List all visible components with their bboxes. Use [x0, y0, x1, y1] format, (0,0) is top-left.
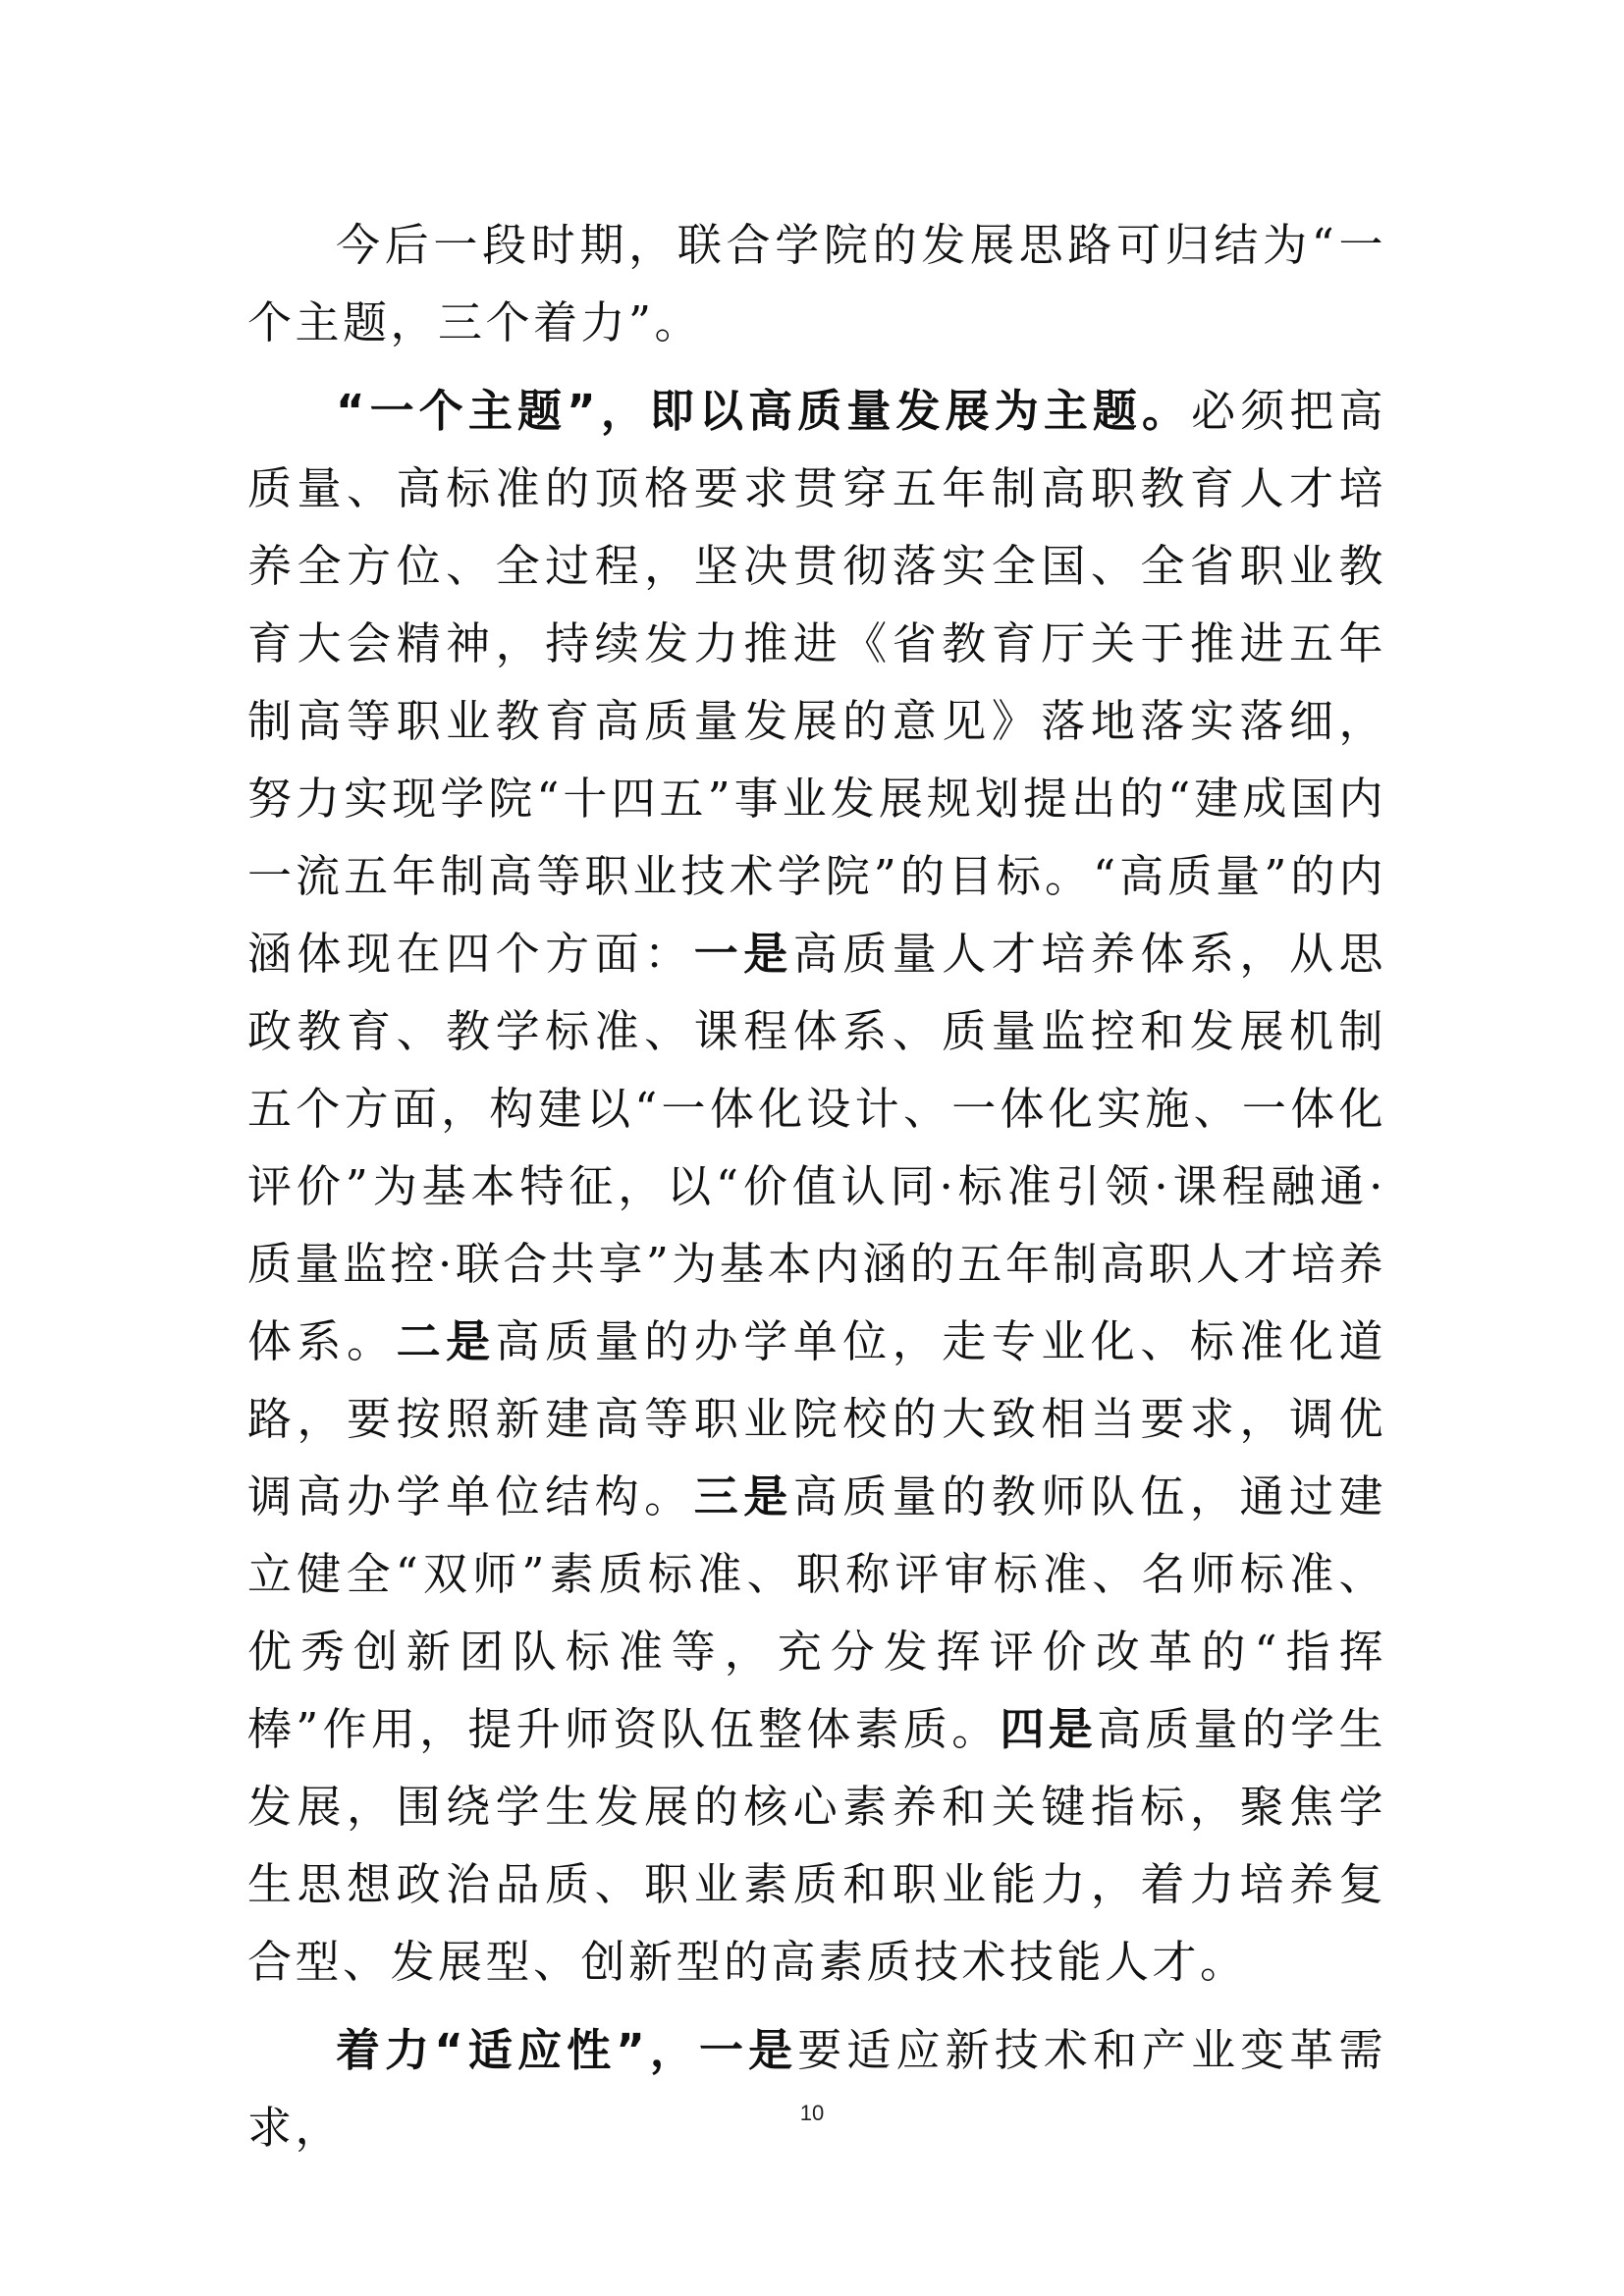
adaptability-text: 要适应新技术和产业变革需求， [247, 2024, 1386, 2154]
document-page [247, 206, 1386, 2166]
page-number: 10 [799, 2101, 825, 2125]
paragraph-one-theme [247, 372, 1386, 2001]
paragraph-adaptability [247, 2011, 1386, 2166]
first-point-text: 高质量人才培养体系，从思政教育、教学标准、课程体系、质量监控和发展机制五个方面，构建以“一体化设计、一体化实施、一体化评价”为基本特征，以“价值认同·标准引领·课程融通·质量监控·联合共享”为基本内涵的五年制高职人才培养体系。 [247, 928, 1386, 1367]
marker-third: 三是 [693, 1470, 793, 1522]
heading-one-theme: “一个主题”，即以高质量发展为主题。 [336, 385, 1192, 437]
one-theme-body: 必须把高质量、高标准的顶格要求贯穿五年制高职教育人才培养全方位、全过程，坚决贯彻落实全国、全省职业教育大会精神，持续发力推进《省教育厅关于推进五年制高等职业教育高质量发展的意见》落地落实落细，努力实现学院“十四五”事业发展规划提出的“建成国内一流五年制高等职业技术学院”的目标。“高质量”的内涵体现在四个方面： [247, 385, 1386, 980]
marker-first: 一是 [693, 928, 793, 980]
marker-second: 二是 [396, 1315, 496, 1367]
marker-fourth: 四是 [1000, 1703, 1098, 1755]
intro-text: 今后一段时期，联合学院的发展思路可归结为“一个主题，三个着力”。 [247, 219, 1386, 348]
second-point-text: 高质量的办学单位，走专业化、标准化道路，要按照新建高等职业院校的大致相当要求，调优调高办学单位结构。 [247, 1315, 1386, 1522]
fourth-point-text: 高质量的学生发展，围绕学生发展的核心素养和关键指标，聚焦学生思想政治品质、职业素质和职业能力，着力培养复合型、发展型、创新型的高素质技术技能人才。 [247, 1703, 1386, 1988]
heading-adaptability: 着力“适应性”， [336, 2024, 700, 2076]
marker-adapt-first: 一是 [699, 2024, 798, 2076]
third-point-text: 高质量的教师队伍，通过建立健全“双师”素质标准、职称评审标准、名师标准、优秀创新团队标准等，充分发挥评价改革的“指挥棒”作用，提升师资队伍整体素质。 [247, 1470, 1386, 1755]
paragraph-intro [247, 206, 1386, 361]
